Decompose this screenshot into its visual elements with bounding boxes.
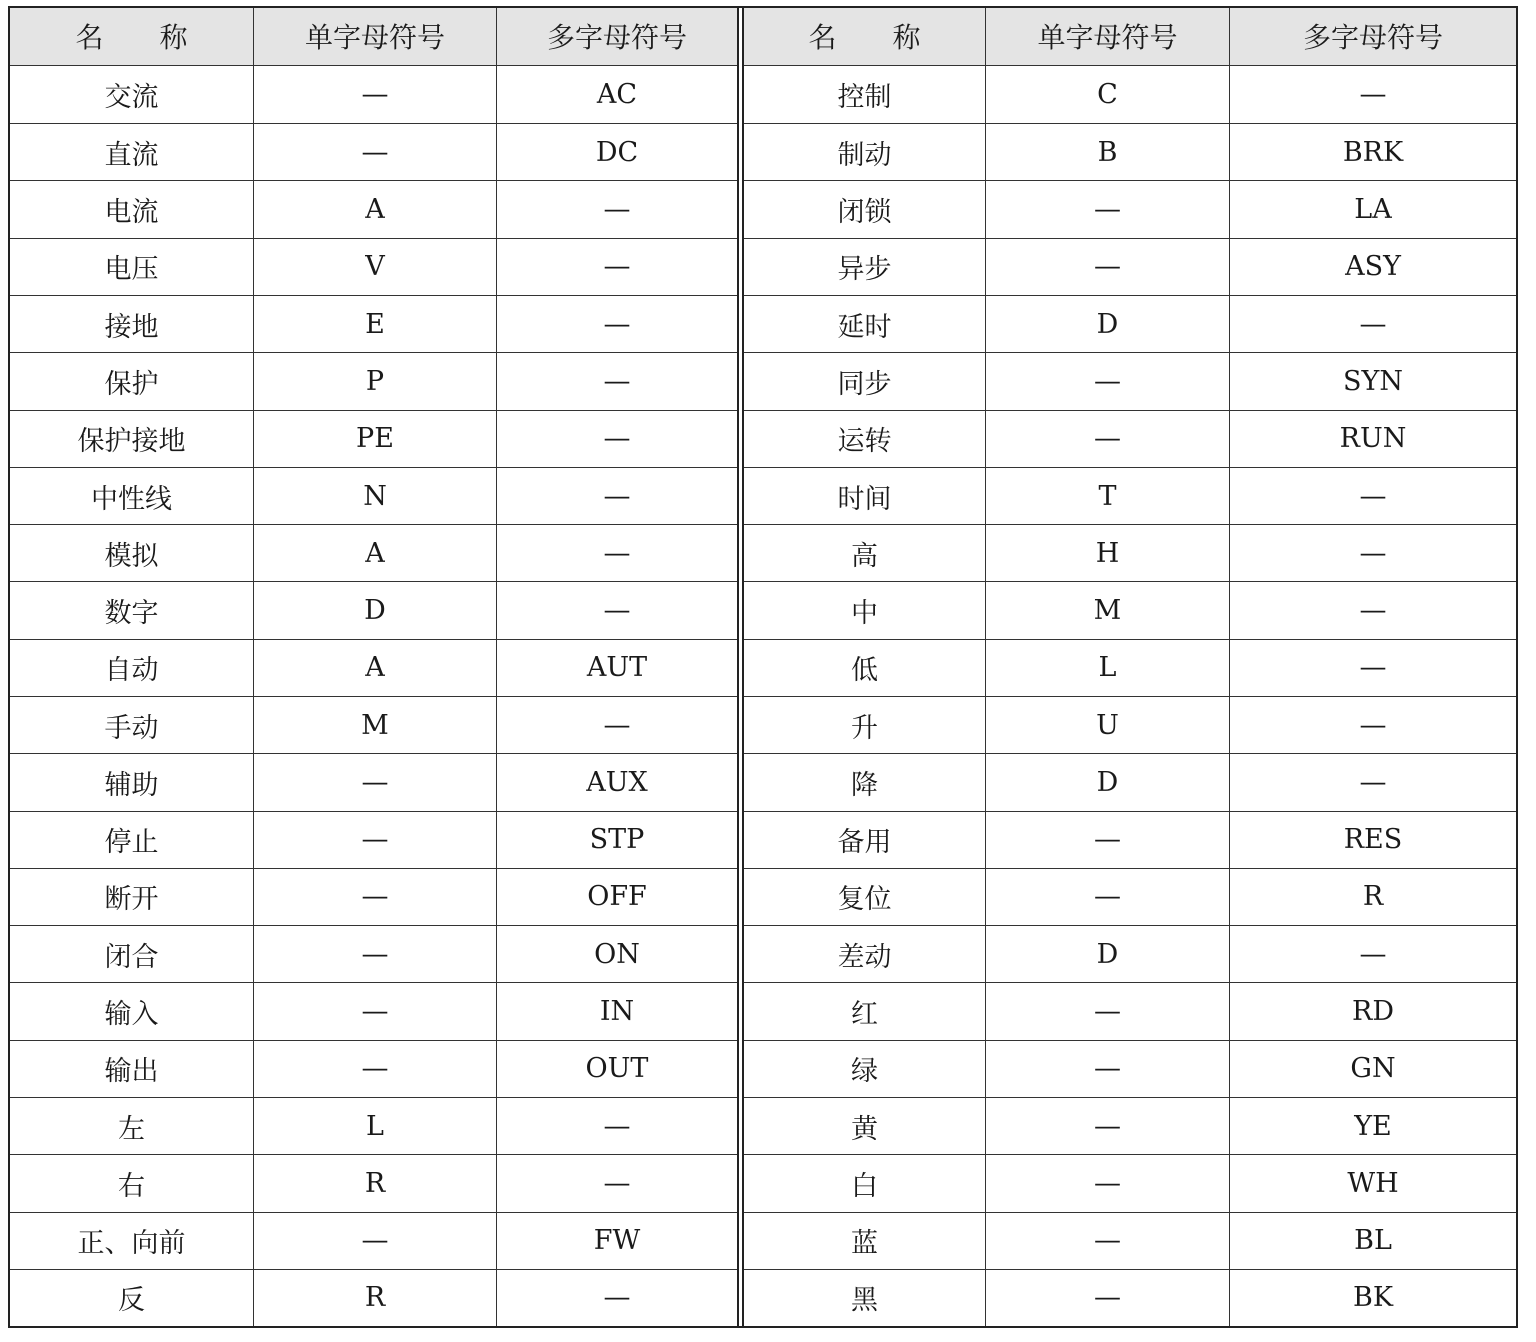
multi-letter-cell: BL (1229, 1213, 1516, 1269)
single-letter-cell: — (253, 926, 496, 982)
multi-letter-cell: R (1229, 869, 1516, 925)
multi-letter-cell: — (1229, 525, 1516, 581)
name-cell: 断开 (104, 884, 159, 916)
multi-letter-cell: — (496, 296, 737, 352)
single-letter-cell: A (253, 181, 496, 237)
single-letter-cell: — (253, 124, 496, 180)
single-letter-cell: A (253, 640, 496, 696)
table-row (744, 925, 1516, 982)
single-letter-cell: — (253, 983, 496, 1039)
name-cell: 输入 (104, 999, 159, 1031)
table-row (744, 295, 1516, 352)
name-cell: 低 (851, 655, 878, 687)
table-row (10, 696, 737, 753)
name-cell: 同步 (837, 368, 892, 400)
table-row (744, 811, 1516, 868)
multi-letter-cell: FW (496, 1213, 737, 1269)
name-cell: 右 (118, 1170, 145, 1202)
multi-letter-cell: — (1229, 754, 1516, 810)
multi-letter-cell: — (496, 525, 737, 581)
name-cell: 备用 (837, 827, 892, 859)
name-cell: 电流 (104, 197, 159, 229)
multi-letter-cell: — (496, 697, 737, 753)
single-letter-cell: PE (253, 411, 496, 467)
name-cell: 黄 (851, 1113, 878, 1145)
single-letter-cell: — (253, 66, 496, 123)
multi-letter-cell: — (1229, 926, 1516, 982)
header-multi-letter: 多字母符号 (496, 8, 737, 65)
single-letter-cell: — (253, 869, 496, 925)
table-row (10, 238, 737, 295)
table-row (10, 410, 737, 467)
multi-letter-cell: — (496, 468, 737, 524)
single-letter-cell: — (985, 812, 1229, 868)
table-row (10, 925, 737, 982)
multi-letter-cell: OFF (496, 869, 737, 925)
single-letter-cell: N (253, 468, 496, 524)
single-letter-cell: — (985, 239, 1229, 295)
single-letter-cell: E (253, 296, 496, 352)
name-cell: 高 (851, 540, 878, 572)
table-row (10, 467, 737, 524)
table-row (10, 66, 737, 123)
header-name: 名 称 (808, 21, 921, 55)
multi-letter-cell: — (496, 582, 737, 638)
name-cell: 模拟 (104, 540, 159, 572)
multi-letter-cell: — (1229, 296, 1516, 352)
table-row (744, 66, 1516, 123)
table-row (10, 982, 737, 1039)
table-row (10, 753, 737, 810)
name-cell: 绿 (851, 1056, 878, 1088)
table-row (10, 581, 737, 638)
multi-letter-cell: RUN (1229, 411, 1516, 467)
header-single-letter: 单字母符号 (253, 8, 496, 65)
table-row (744, 696, 1516, 753)
name-cell: 数字 (104, 598, 159, 630)
table-row (744, 238, 1516, 295)
multi-letter-cell: — (1229, 468, 1516, 524)
name-cell: 接地 (104, 311, 159, 343)
table-row (744, 581, 1516, 638)
name-cell: 降 (851, 769, 878, 801)
multi-letter-cell: BRK (1229, 124, 1516, 180)
name-cell: 白 (851, 1170, 878, 1202)
single-letter-cell: M (253, 697, 496, 753)
single-letter-cell: L (985, 640, 1229, 696)
multi-letter-cell: GN (1229, 1041, 1516, 1097)
name-cell: 中性线 (91, 483, 172, 515)
single-letter-cell: — (985, 983, 1229, 1039)
multi-letter-cell: RES (1229, 812, 1516, 868)
multi-letter-cell: BK (1229, 1270, 1516, 1326)
table-row (10, 524, 737, 581)
name-cell: 保护 (104, 368, 159, 400)
single-letter-cell: V (253, 239, 496, 295)
table-left-half (10, 8, 737, 1326)
name-cell: 左 (118, 1113, 145, 1145)
multi-letter-cell: AUT (496, 640, 737, 696)
table-row (10, 123, 737, 180)
single-letter-cell: P (253, 353, 496, 409)
table-row (10, 1212, 737, 1269)
table-row (744, 410, 1516, 467)
name-cell: 蓝 (851, 1228, 878, 1260)
single-letter-cell: U (985, 697, 1229, 753)
table-row (744, 1269, 1516, 1326)
multi-letter-cell: ON (496, 926, 737, 982)
table-row (10, 180, 737, 237)
multi-letter-cell: LA (1229, 181, 1516, 237)
symbol-table (8, 6, 1518, 1328)
name-cell: 闭锁 (837, 197, 892, 229)
name-cell: 交流 (104, 82, 159, 114)
multi-letter-cell: — (496, 353, 737, 409)
single-letter-cell: — (985, 1270, 1229, 1326)
single-letter-cell: H (985, 525, 1229, 581)
table-row (744, 753, 1516, 810)
name-cell: 手动 (104, 712, 159, 744)
header-name: 名 称 (75, 21, 188, 55)
multi-letter-cell: OUT (496, 1041, 737, 1097)
single-letter-cell: B (985, 124, 1229, 180)
single-letter-cell: R (253, 1270, 496, 1326)
multi-letter-cell: IN (496, 983, 737, 1039)
name-cell: 反 (118, 1285, 145, 1317)
header-single-letter: 单字母符号 (985, 8, 1229, 65)
name-cell: 闭合 (104, 941, 159, 973)
multi-letter-cell: — (496, 1098, 737, 1154)
multi-letter-cell: — (1229, 697, 1516, 753)
table-row (10, 868, 737, 925)
table-row (744, 868, 1516, 925)
table-row (744, 1097, 1516, 1154)
name-cell: 复位 (837, 884, 892, 916)
name-cell: 运转 (837, 426, 892, 458)
name-cell: 制动 (837, 139, 892, 171)
single-letter-cell: R (253, 1155, 496, 1211)
table-row (744, 639, 1516, 696)
table-row (10, 1154, 737, 1211)
header-multi-letter: 多字母符号 (1229, 8, 1516, 65)
single-letter-cell: — (253, 1213, 496, 1269)
table-row (10, 639, 737, 696)
single-letter-cell: D (985, 754, 1229, 810)
table-row (10, 811, 737, 868)
multi-letter-cell: SYN (1229, 353, 1516, 409)
single-letter-cell: T (985, 468, 1229, 524)
table-row (10, 295, 737, 352)
single-letter-cell: — (253, 1041, 496, 1097)
table-row (744, 467, 1516, 524)
name-cell: 正、向前 (77, 1228, 186, 1260)
table-right-half (744, 8, 1516, 1326)
name-cell: 延时 (837, 311, 892, 343)
single-letter-cell: — (985, 1098, 1229, 1154)
multi-letter-cell: AUX (496, 754, 737, 810)
name-cell: 升 (851, 712, 878, 744)
single-letter-cell: D (253, 582, 496, 638)
name-cell: 异步 (837, 254, 892, 286)
name-cell: 保护接地 (77, 426, 186, 458)
table-row (744, 524, 1516, 581)
name-cell: 红 (851, 999, 878, 1031)
table-row (744, 982, 1516, 1039)
name-cell: 电压 (104, 254, 159, 286)
table-row (10, 1097, 737, 1154)
name-cell: 中 (851, 598, 878, 630)
single-letter-cell: — (985, 411, 1229, 467)
single-letter-cell: L (253, 1098, 496, 1154)
single-letter-cell: D (985, 296, 1229, 352)
multi-letter-cell: RD (1229, 983, 1516, 1039)
name-cell: 辅助 (104, 769, 159, 801)
multi-letter-cell: — (496, 1155, 737, 1211)
single-letter-cell: — (985, 1041, 1229, 1097)
table-row (744, 352, 1516, 409)
multi-letter-cell: YE (1229, 1098, 1516, 1154)
multi-letter-cell: AC (496, 66, 737, 123)
multi-letter-cell: ASY (1229, 239, 1516, 295)
header-row (10, 8, 737, 66)
name-cell: 黑 (851, 1285, 878, 1317)
header-row (744, 8, 1516, 66)
single-letter-cell: M (985, 582, 1229, 638)
single-letter-cell: C (985, 66, 1229, 123)
single-letter-cell: A (253, 525, 496, 581)
table-divider (737, 8, 744, 1326)
single-letter-cell: — (985, 181, 1229, 237)
single-letter-cell: — (253, 754, 496, 810)
multi-letter-cell: — (1229, 66, 1516, 123)
multi-letter-cell: — (496, 239, 737, 295)
name-cell: 控制 (837, 82, 892, 114)
name-cell: 差动 (837, 941, 892, 973)
single-letter-cell: D (985, 926, 1229, 982)
single-letter-cell: — (985, 353, 1229, 409)
single-letter-cell: — (253, 812, 496, 868)
table-row (10, 352, 737, 409)
table-row (10, 1040, 737, 1097)
name-cell: 时间 (837, 483, 892, 515)
table-row (744, 123, 1516, 180)
multi-letter-cell: — (496, 411, 737, 467)
table-row (744, 1212, 1516, 1269)
table-row (744, 1154, 1516, 1211)
name-cell: 自动 (104, 655, 159, 687)
single-letter-cell: — (985, 869, 1229, 925)
name-cell: 停止 (104, 827, 159, 859)
name-cell: 直流 (104, 139, 159, 171)
single-letter-cell: — (985, 1213, 1229, 1269)
table-row (744, 180, 1516, 237)
single-letter-cell: — (985, 1155, 1229, 1211)
name-cell: 输出 (104, 1056, 159, 1088)
table-row (744, 1040, 1516, 1097)
multi-letter-cell: — (496, 181, 737, 237)
multi-letter-cell: — (496, 1270, 737, 1326)
multi-letter-cell: STP (496, 812, 737, 868)
multi-letter-cell: — (1229, 640, 1516, 696)
multi-letter-cell: DC (496, 124, 737, 180)
multi-letter-cell: — (1229, 582, 1516, 638)
multi-letter-cell: WH (1229, 1155, 1516, 1211)
table-row (10, 1269, 737, 1326)
